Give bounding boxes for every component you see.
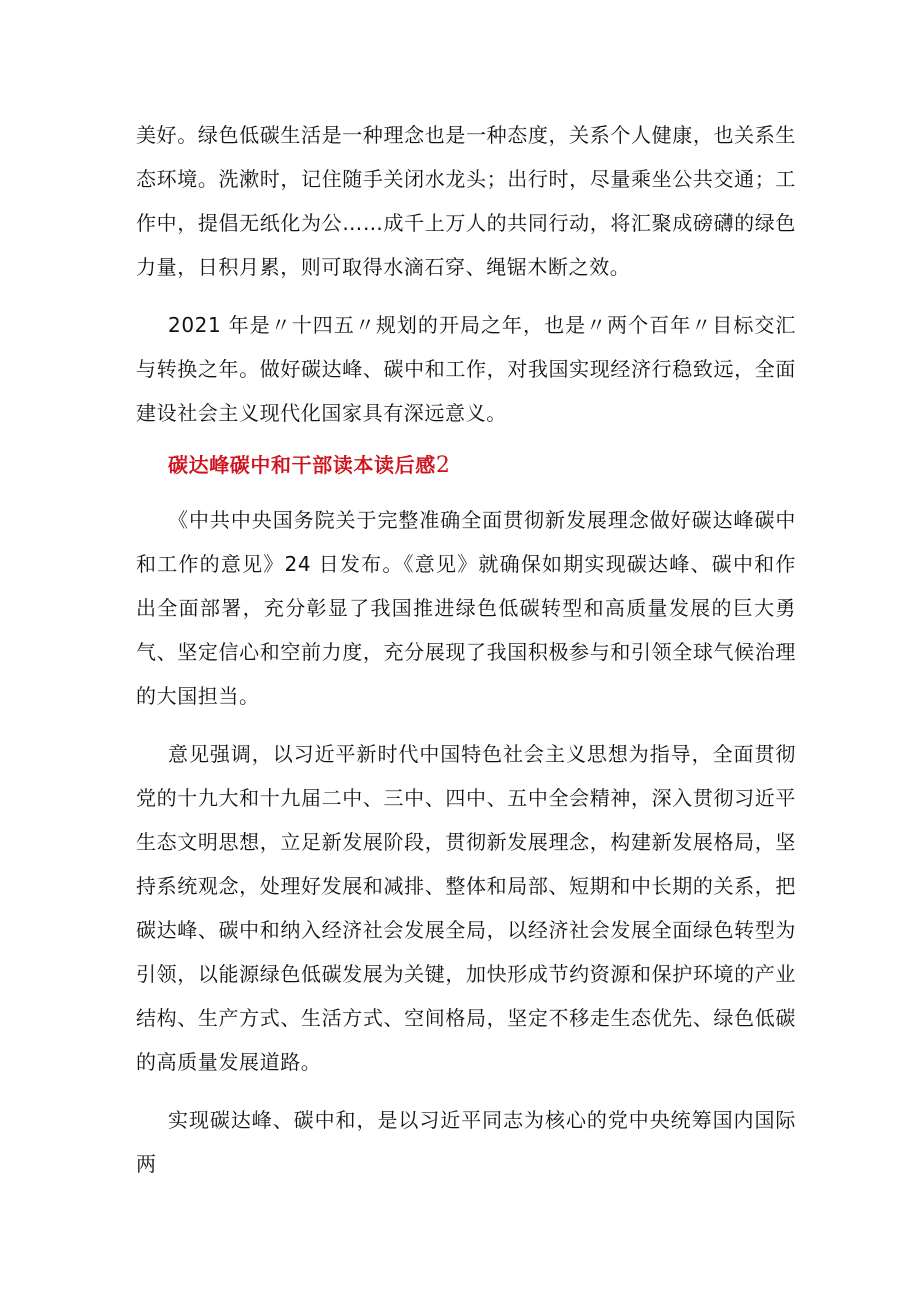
paragraph: 2021 年是〃十四五〃规划的开局之年，也是〃两个百年〃目标交汇与转换之年。做好碳达峰、碳中和工作，对我国实现经济行稳致远，全面建设社会主义现代化国家具有深远意义。 [136, 313, 796, 425]
section-heading [168, 443, 796, 488]
paragraph: 意见强调，以习近平新时代中国特色社会主义思想为指导，全面贯彻党的十九大和十九届二中、三中、四中、五中全会精神，深入贯彻习近平生态文明思想，立足新发展阶段，贯彻新发展理念，构建新发展格局，坚持系统观念，处理好发展和减排、整体和局部、短期和中长期的关系，把碳达峰、碳中和纳入经济社会发展全局，以经济社会发展全面绿色转型为引领，以能源绿色低碳发展为关键，加快形成节约资源和保护环境的产业结构、生产方式、生活方式、空间格局，坚定不移走生态优先、绿色低碳的高质量发展道路。 [136, 742, 796, 1074]
paragraph: 美好。绿色低碳生活是一种理念也是一种态度，关系个人健康，也关系生态环境。洗漱时，记住随手关闭水龙头；出行时，尽量乘坐公共交通；工作中，提倡无纸化为公……成千上万人的共同行动，将汇聚成磅礴的绿色力量，日积月累，则可取得水滴石穿、绳锯木断之效。 [136, 123, 796, 279]
paragraph: 《中共中央国务院关于完整准确全面贯彻新发展理念做好碳达峰碳中和工作的意见》24 日发布。《意见》就确保如期实现碳达峰、碳中和作出全面部署，充分彰显了我国推进绿色低碳转型和高质量发展的巨大勇气、坚定信心和空前力度，充分展现了我国积极参与和引领全球气候治理的大国担当。 [136, 508, 796, 708]
document-body [136, 113, 796, 1200]
paragraph: 实现碳达峰、碳中和，是以习近平同志为核心的党中央统筹国内国际两 [136, 1108, 796, 1176]
heading-number: 2 [435, 453, 451, 478]
heading-text: 碳达峰碳中和干部读本读后感 [168, 453, 436, 477]
